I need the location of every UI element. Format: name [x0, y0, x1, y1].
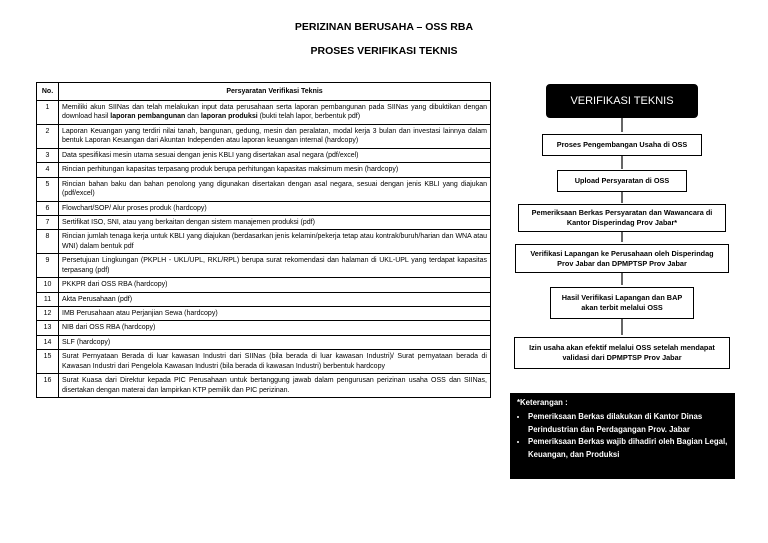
table-row — [37, 101, 491, 125]
table-row — [37, 215, 491, 229]
row-text: Surat Pernyataan Berada di luar kawasan Industri dari SIINas (bila berada di luar kawasan Industri)/ Surat pernyataan berada di Kawasan Industri dari Pengelola Kawasan Industri (bila berada di kawasan Industri) berbentuk hardcopy — [59, 350, 491, 374]
row-text-part: (bukti telah lapor, berbentuk pdf) — [257, 113, 361, 121]
row-text: Laporan Keuangan yang terdiri nilai tanah, bangunan, gedung, mesin dan peralatan, modal kerja 3 bulan dan investasi lainnya dalam bentuk Laporan Keuangan dari Akuntan Independen atau laporan keuangan internal (hardcopy) — [59, 124, 491, 148]
row-text: Surat Kuasa dari Direktur kepada PIC Perusahaan untuk bertanggung jawab dalam pengurusan perizinan usaha OSS dan SIINas, disertakan dengan materai dan lampirkan KTP pemilik dan PIC perizinan. — [59, 374, 491, 398]
row-text: Flowchart/SOP/ Alur proses produk (hardcopy) — [59, 201, 491, 215]
row-number: 13 — [37, 321, 59, 335]
row-text-part: Memiliki akun SIINas dan telah melakukan input data perusahaan serta laporan pembangunan pada SIINas yang dibuktikan dengan download hasil — [62, 104, 487, 121]
row-number: 9 — [37, 254, 59, 278]
note-item: • Pemeriksaan Berkas dilakukan di Kantor Dinas Perindustrian dan Perdagangan Prov. Jabar — [528, 411, 728, 436]
row-text-bold: laporan pembangunan — [110, 113, 186, 121]
row-number: 7 — [37, 215, 59, 229]
table-row — [37, 374, 491, 398]
table-row — [37, 124, 491, 148]
note-heading: *Keterangan : — [517, 398, 568, 407]
row-text-part: dan — [185, 113, 201, 121]
flow-step-box: Upload Persyaratan di OSS — [557, 170, 687, 192]
flow-step-box: Verifikasi Lapangan ke Perusahaan oleh Disperindag Prov Jabar dan DPMPTSP Prov Jabar — [515, 244, 729, 273]
row-number: 2 — [37, 124, 59, 148]
row-text: Rincian perhitungan kapasitas terpasang produk berupa perhitungan kapasitas maksimum mesin (hardcopy) — [59, 163, 491, 177]
table-row — [37, 307, 491, 321]
row-number: 15 — [37, 350, 59, 374]
row-number: 16 — [37, 374, 59, 398]
table-row — [37, 163, 491, 177]
row-number: 1 — [37, 101, 59, 125]
row-text: Akta Perusahaan (pdf) — [59, 292, 491, 306]
table-header-row — [37, 83, 491, 101]
flow-main-box: VERIFIKASI TEKNIS — [546, 84, 698, 118]
row-text: Sertifikat ISO, SNI, atau yang berkaitan dengan sistem manajemen produksi (pdf) — [59, 215, 491, 229]
row-number: 11 — [37, 292, 59, 306]
header-requirement: Persyaratan Verifikasi Teknis — [59, 83, 491, 101]
table-row — [37, 148, 491, 162]
row-text: Rincian bahan baku dan bahan penolong yang digunakan disertakan dengan asal negara, sesuai dengan jenis KBLI yang diajukan (pdf/excel) — [59, 177, 491, 201]
row-number: 5 — [37, 177, 59, 201]
row-number: 3 — [37, 148, 59, 162]
table-row — [37, 278, 491, 292]
table-row — [37, 254, 491, 278]
header-no: No. — [37, 83, 59, 101]
note-list — [517, 411, 728, 461]
row-text: Data spesifikasi mesin utama sesuai dengan jenis KBLI yang disertakan asal negara (pdf/excel) — [59, 148, 491, 162]
table-row — [37, 335, 491, 349]
table-row — [37, 177, 491, 201]
page-title: PERIZINAN BERUSAHA – OSS RBA — [294, 21, 474, 33]
row-text: Rincian jumlah tenaga kerja untuk KBLI yang diajukan (berdasarkan jenis kelamin/pekerja tetap atau kontrak/buruh/harian dan WNA atau WNI) dalam bentuk pdf — [59, 230, 491, 254]
flow-step-box: Pemeriksaan Berkas Persyaratan dan Wawancara di Kantor Disperindag Prov Jabar* — [518, 204, 726, 232]
row-number: 4 — [37, 163, 59, 177]
process-flowchart — [510, 84, 735, 384]
row-number: 10 — [37, 278, 59, 292]
table-row — [37, 292, 491, 306]
flow-step-box: Hasil Verifikasi Lapangan dan BAP akan terbit melalui OSS — [550, 287, 694, 319]
flow-step-box: Izin usaha akan efektif melalui OSS setelah mendapat validasi dari DPMPTSP Prov Jabar — [514, 337, 730, 369]
row-number: 14 — [37, 335, 59, 349]
row-number: 12 — [37, 307, 59, 321]
table-row — [37, 350, 491, 374]
row-number: 8 — [37, 230, 59, 254]
note-box — [510, 393, 735, 479]
row-text: IMB Perusahaan atau Perjanjian Sewa (hardcopy) — [59, 307, 491, 321]
table-row — [37, 321, 491, 335]
note-item: • Pemeriksaan Berkas wajib dihadiri oleh Bagian Legal, Keuangan, dan Produksi — [528, 436, 728, 461]
row-text: SLF (hardcopy) — [59, 335, 491, 349]
row-text — [59, 101, 491, 125]
table-row — [37, 230, 491, 254]
row-text: PKKPR dari OSS RBA (hardcopy) — [59, 278, 491, 292]
row-text: Persetujuan Lingkungan (PKPLH - UKL/UPL, RKL/RPL) berupa surat rekomendasi dan halaman di UKL-UPL yang terdapat kapasitas terpasang (pdf) — [59, 254, 491, 278]
flow-step-box: Proses Pengembangan Usaha di OSS — [542, 134, 702, 156]
table-row — [37, 201, 491, 215]
row-number: 6 — [37, 201, 59, 215]
requirements-table — [36, 82, 491, 398]
row-text-bold: laporan produksi — [200, 113, 258, 121]
row-text: NIB dari OSS RBA (hardcopy) — [59, 321, 491, 335]
page-subtitle: PROSES VERIFIKASI TEKNIS — [310, 45, 458, 57]
